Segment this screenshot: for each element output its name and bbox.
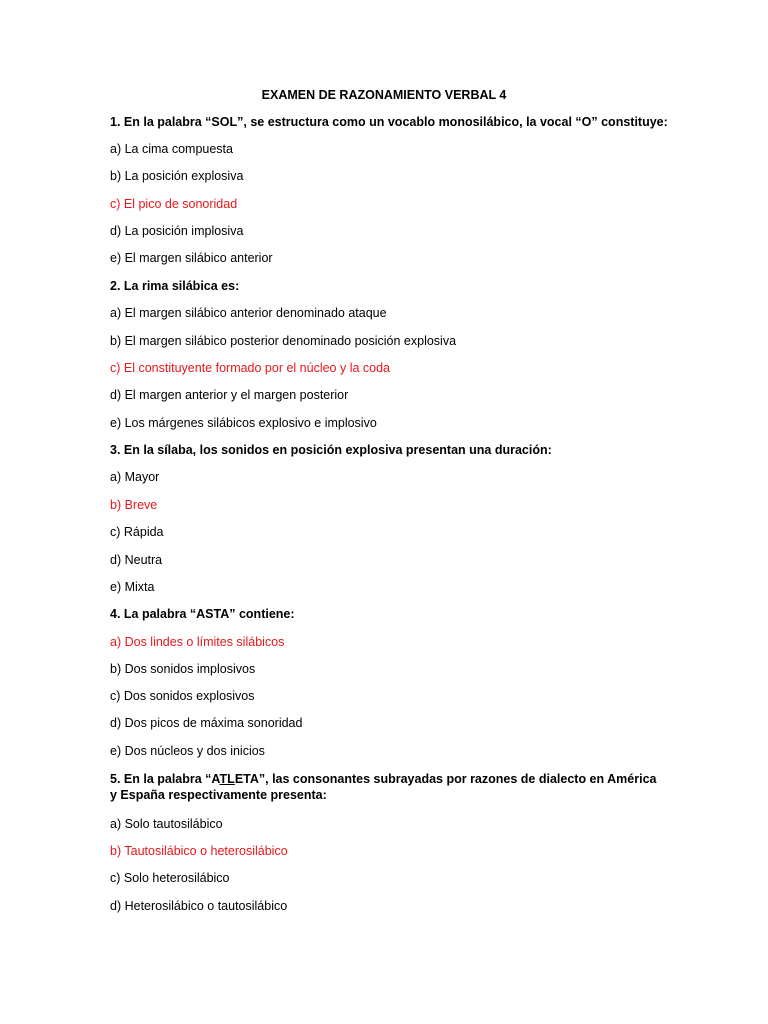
question-5-option-c: c) Solo heterosilábico [110, 871, 230, 885]
question-5-prompt [110, 771, 660, 803]
question-5-prompt-end: ETA”, las consonantes subrayadas por razones de dialecto en América y España respectivamente presenta: [110, 772, 657, 802]
question-4-option-e: e) Dos núcleos y dos inicios [110, 744, 265, 758]
question-2-prompt: 2. La rima silábica es: [110, 279, 240, 293]
exam-title: EXAMEN DE RAZONAMIENTO VERBAL 4 [261, 88, 507, 102]
question-5-option-d: d) Heterosilábico o tautosilábico [110, 899, 288, 913]
question-2-option-b: b) El margen silábico posterior denominado posición explosiva [110, 334, 457, 348]
question-1-option-a: a) La cima compuesta [110, 142, 233, 156]
question-4-option-a-correct: a) Dos lindes o límites silábicos [110, 635, 285, 649]
question-3-option-e: e) Mixta [110, 580, 155, 594]
question-5-underlined-consonants: TL [219, 772, 235, 786]
question-2-option-d: d) El margen anterior y el margen posterior [110, 388, 349, 402]
question-1-option-c-correct: c) El pico de sonoridad [110, 197, 238, 211]
question-3-option-b-correct: b) Breve [110, 498, 158, 512]
question-2-option-c-correct: c) El constituyente formado por el núcleo y la coda [110, 361, 391, 375]
question-3-option-d: d) Neutra [110, 553, 163, 567]
question-2-option-e: e) Los márgenes silábicos explosivo e implosivo [110, 416, 377, 430]
question-1-prompt: 1. En la palabra “SOL”, se estructura como un vocablo monosilábico, la vocal “O” constituye: [110, 115, 668, 129]
question-5-option-a: a) Solo tautosilábico [110, 817, 223, 831]
question-1-option-e: e) El margen silábico anterior [110, 251, 273, 265]
question-3-prompt: 3. En la sílaba, los sonidos en posición explosiva presentan una duración: [110, 443, 552, 457]
question-1-option-b: b) La posición explosiva [110, 169, 244, 183]
question-5-option-b-correct: b) Tautosilábico o heterosilábico [110, 844, 288, 858]
question-4-prompt: 4. La palabra “ASTA” contiene: [110, 607, 295, 621]
question-4-option-b: b) Dos sonidos implosivos [110, 662, 256, 676]
question-5-prompt-start: 5. En la palabra “A [110, 772, 220, 786]
question-1-option-d: d) La posición implosiva [110, 224, 244, 238]
question-3-option-a: a) Mayor [110, 470, 160, 484]
question-2-option-a: a) El margen silábico anterior denominado ataque [110, 306, 387, 320]
question-4-option-d: d) Dos picos de máxima sonoridad [110, 716, 303, 730]
question-3-option-c: c) Rápida [110, 525, 164, 539]
question-4-option-c: c) Dos sonidos explosivos [110, 689, 255, 703]
